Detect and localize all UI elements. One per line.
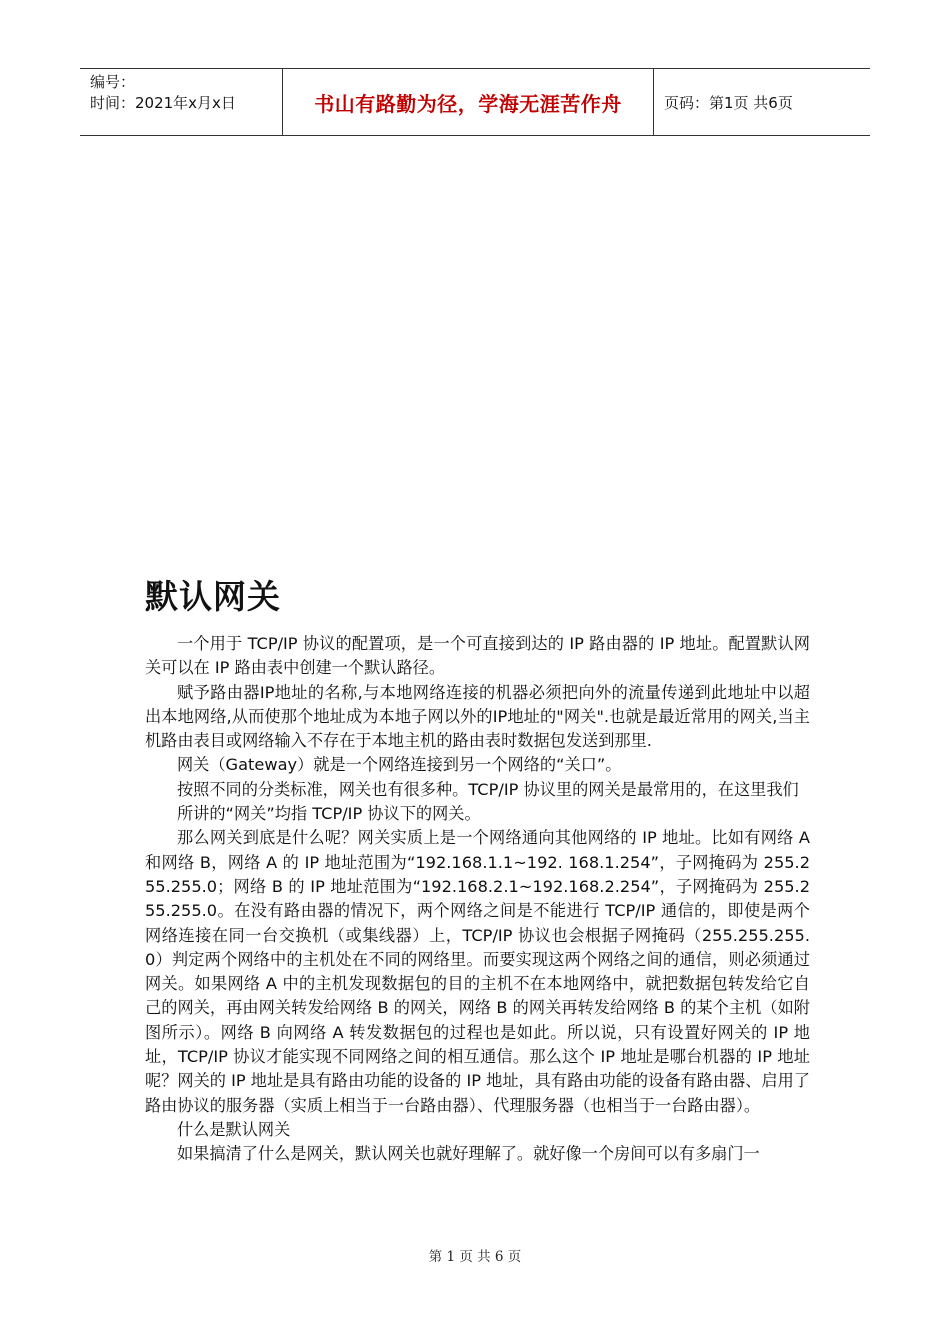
paragraph-default-gateway: 如果搞清了什么是网关，默认网关也就好理解了。就好像一个房间可以有多扇门一 (177, 1144, 760, 1164)
document-time-label: 时间：2021年x月x日 (90, 94, 236, 112)
article-title: 默认网关 (145, 577, 281, 616)
page-header (80, 68, 870, 136)
header-meta (80, 69, 282, 135)
paragraph-gateway-intro: 网关（Gateway）就是一个网络连接到另一个网络的“关口”。 (177, 755, 622, 775)
article-body (145, 572, 810, 1167)
paragraph-gateway-scope: 所讲的“网关”均指 TCP/IP 协议下的网关。 (177, 804, 481, 824)
section-heading-default-gateway: 什么是默认网关 (177, 1119, 291, 1139)
document-number-label: 编号： (90, 73, 136, 91)
page-footer: 第 1 页 共 6 页 (428, 1249, 522, 1265)
header-motto: 书山有路勤为径，学海无涯苦作舟 (282, 69, 654, 135)
paragraph-gateway-explained: 那么网关到底是什么呢？网关实质上是一个网络通向其他网络的 IP 地址。比如有网络 A 和网络 B，网络 A 的 IP 地址范围为“192.168.1.1~192. 168.1.254”，子网掩码为 255.255.255.0；网络 B 的 IP 地址范围为“192.168.2.1~192.168.2.254”，子网掩码为 255.255.255.0。在没有路由器的情况下，两个网络之间是不能进行 TCP/IP 通信的，即使是两个网络连接在同一台交换机（或集线器）上，TCP/IP 协议也会根据子网掩码（255.255.255.0）判定两个网络中的主机处在不同的网络里。而要实现这两个网络之间的通信，则必须通过网关。如果网络 A 中的主机发现数据包的目的主机不在本地网络中，就把数据包转发给它自己的网关，再由网关转发给网络 B 的网关，网络 B 的网关再转发给网络 B 的某个主机（如附图所示）。网络 B 向网络 A 转发数据包的过程也是如此。所以说，只有设置好网关的 IP 地址，TCP/IP 协议才能实现不同网络之间的相互通信。那么这个 IP 地址是哪台机器的 IP 地址呢？网关的 IP 地址是具有路由功能的设备的 IP 地址，具有路由功能的设备有路由器、启用了路由协议的服务器（实质上相当于一台路由器）、代理服务器（也相当于一台路由器）。 (145, 828, 810, 1115)
paragraph-definition: 一个用于 TCP/IP 协议的配置项，是一个可直接到达的 IP 路由器的 IP 地址。配置默认网关可以在 IP 路由表中创建一个默认路径。 (145, 634, 810, 678)
paragraph-router-address: 赋予路由器IP地址的名称,与本地网络连接的机器必须把向外的流量传递到此地址中以超出本地网络,从而使那个地址成为本地子网以外的IP地址的"网关".也就是最近常用的网关,当主机路由表目或网络输入不存在于本地主机的路由表时数据包发送到那里. (145, 682, 810, 751)
paragraph-gateway-types: 按照不同的分类标准，网关也有很多种。TCP/IP 协议里的网关是最常用的，在这里我们 (177, 779, 799, 799)
header-page-code: 页码：第1页 共6页 (664, 93, 793, 112)
